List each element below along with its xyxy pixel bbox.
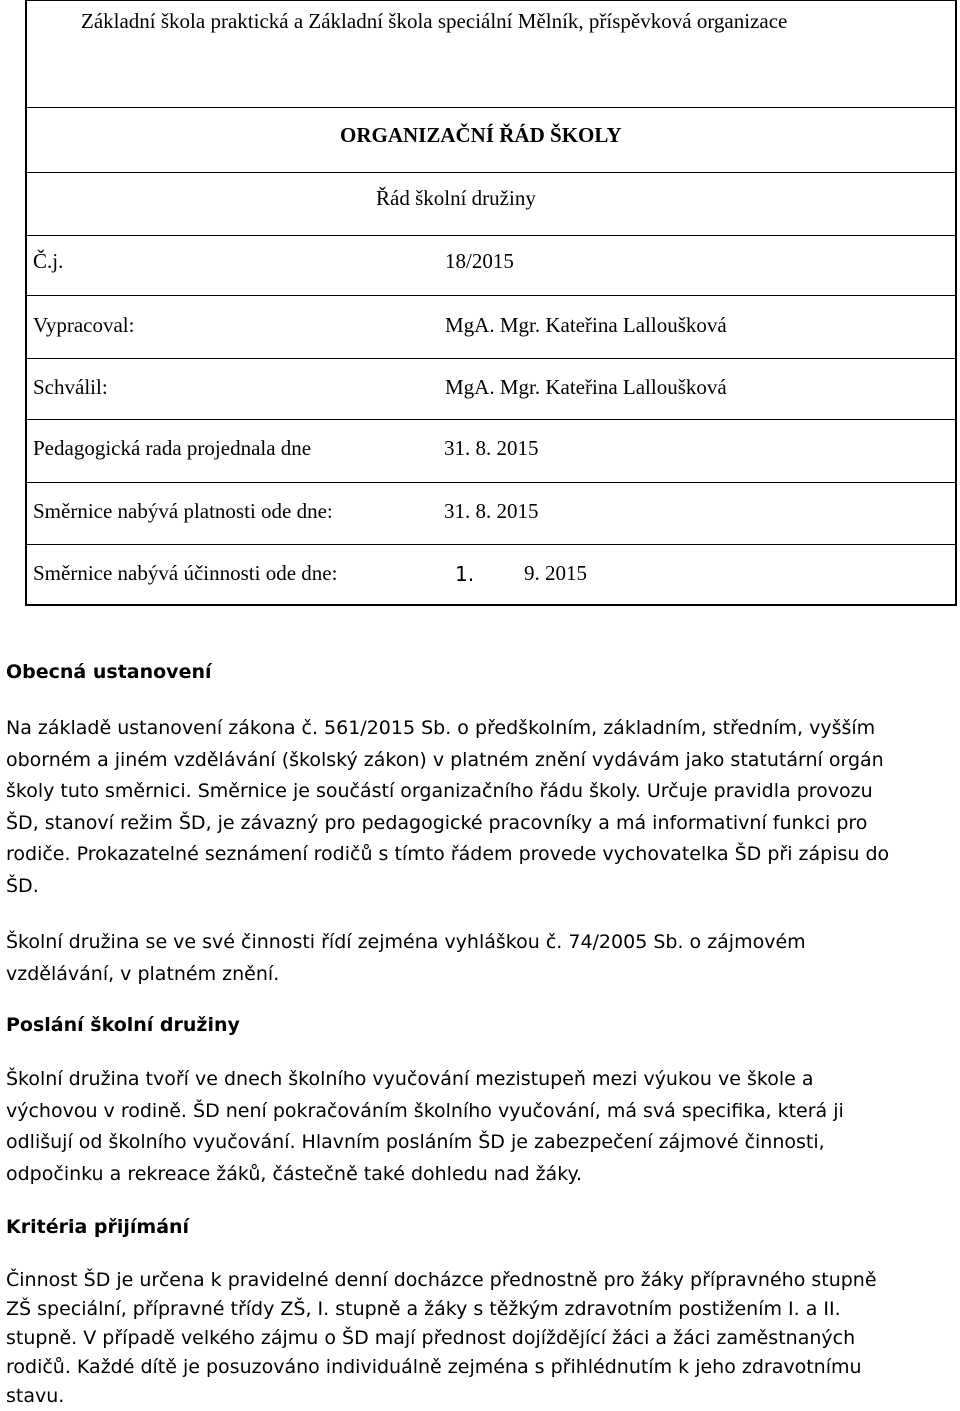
text-line: rodiče. Prokazatelné seznámení rodičů s tímto řádem provede vychovatelka ŠD při zápisu do [6,843,890,865]
approved-by-value: MgA. Mgr. Kateřina Lalloušková [445,375,727,399]
document-header-box [25,0,957,606]
text-line: odlišují od školního vyučování. Hlavním posláním ŠD je zabezpečení zájmové činnosti, [6,1131,825,1153]
text-line: Činnost ŠD je určena k pravidelné denní docházce přednostně pro žáky přípravného stupně [6,1269,877,1291]
paragraph-general-1 [6,713,936,902]
header-divider [27,358,955,359]
text-line: stavu. [6,1385,65,1407]
text-line: stupně. V případě velkého zájmu o ŠD mají přednost dojíždějící žáci a žáci zaměstnaných [6,1327,856,1349]
section-heading-criteria: Kritéria přijímání [6,1216,190,1238]
validity-date-label: Směrnice nabývá platnosti ode dne: [33,499,333,523]
paragraph-criteria [6,1266,936,1411]
paragraph-general-2 [6,927,936,990]
text-line: ZŠ speciální, přípravné třídy ZŠ, I. stupně a žáky s těžkým zdravotním postižením I. a II. [6,1298,841,1320]
header-divider [27,295,955,296]
header-divider [27,172,955,173]
text-line: Na základě ustanovení zákona č. 561/2015 Sb. o předškolním, základním, středním, vyšším [6,717,876,739]
paragraph-mission [6,1064,936,1190]
prepared-by-value: MgA. Mgr. Kateřina Lalloušková [445,313,727,337]
document-title: ORGANIZAČNÍ ŘÁD ŠKOLY [340,123,622,147]
header-divider [27,482,955,483]
prepared-by-label: Vypracoval: [33,313,135,337]
header-divider [27,107,955,108]
effect-date-label: Směrnice nabývá účinnosti ode dne: [33,561,338,585]
document-subtitle: Řád školní družiny [376,186,536,210]
header-divider [27,544,955,545]
text-line: ŠD. [6,874,39,897]
text-line: školy tuto směrnici. Směrnice je součástí organizačního řádu školy. Určuje pravidla provozu [6,780,873,802]
effect-date-value: 9. 2015 [524,561,587,585]
council-date-value: 31. 8. 2015 [444,436,539,460]
text-line: Školní družina tvoří ve dnech školního vyučování mezistupeň mezi výukou ve škole a [6,1068,814,1090]
header-divider [27,419,955,420]
header-divider [27,235,955,236]
school-name: Základní škola praktická a Základní škola speciální Mělník, příspěvková organizace [81,9,788,33]
text-line: Školní družina se ve své činnosti řídí zejména vyhláškou č. 74/2005 Sb. o zájmovém [6,931,806,953]
section-heading-mission: Poslání školní družiny [6,1014,240,1036]
ref-number-label: Č.j. [33,249,64,273]
text-line: rodičů. Každé dítě je posuzováno individuálně zejména s přihlédnutím k jeho zdravotnímu [6,1356,862,1378]
text-line: odpočinku a rekreace žáků, částečně také dohledu nad žáky. [6,1162,583,1185]
text-line: oborném a jiném vzdělávání (školský zákon) v platném znění vydávám jako statutární orgán [6,748,884,771]
council-date-label: Pedagogická rada projednala dne [33,436,312,460]
effect-date-day: 1. [455,562,475,586]
section-heading-general: Obecná ustanovení [6,661,212,683]
text-line: vzdělávání, v platném znění. [6,962,280,985]
ref-number-value: 18/2015 [445,249,514,273]
approved-by-label: Schválil: [33,375,108,399]
text-line: ŠD, stanoví režim ŠD, je závazný pro pedagogické pracovníky a má informativní funkci pro [6,811,868,834]
text-line: výchovou v rodině. ŠD není pokračováním školního vyučování, má svá specifika, která ji [6,1099,844,1122]
validity-date-value: 31. 8. 2015 [444,499,539,523]
